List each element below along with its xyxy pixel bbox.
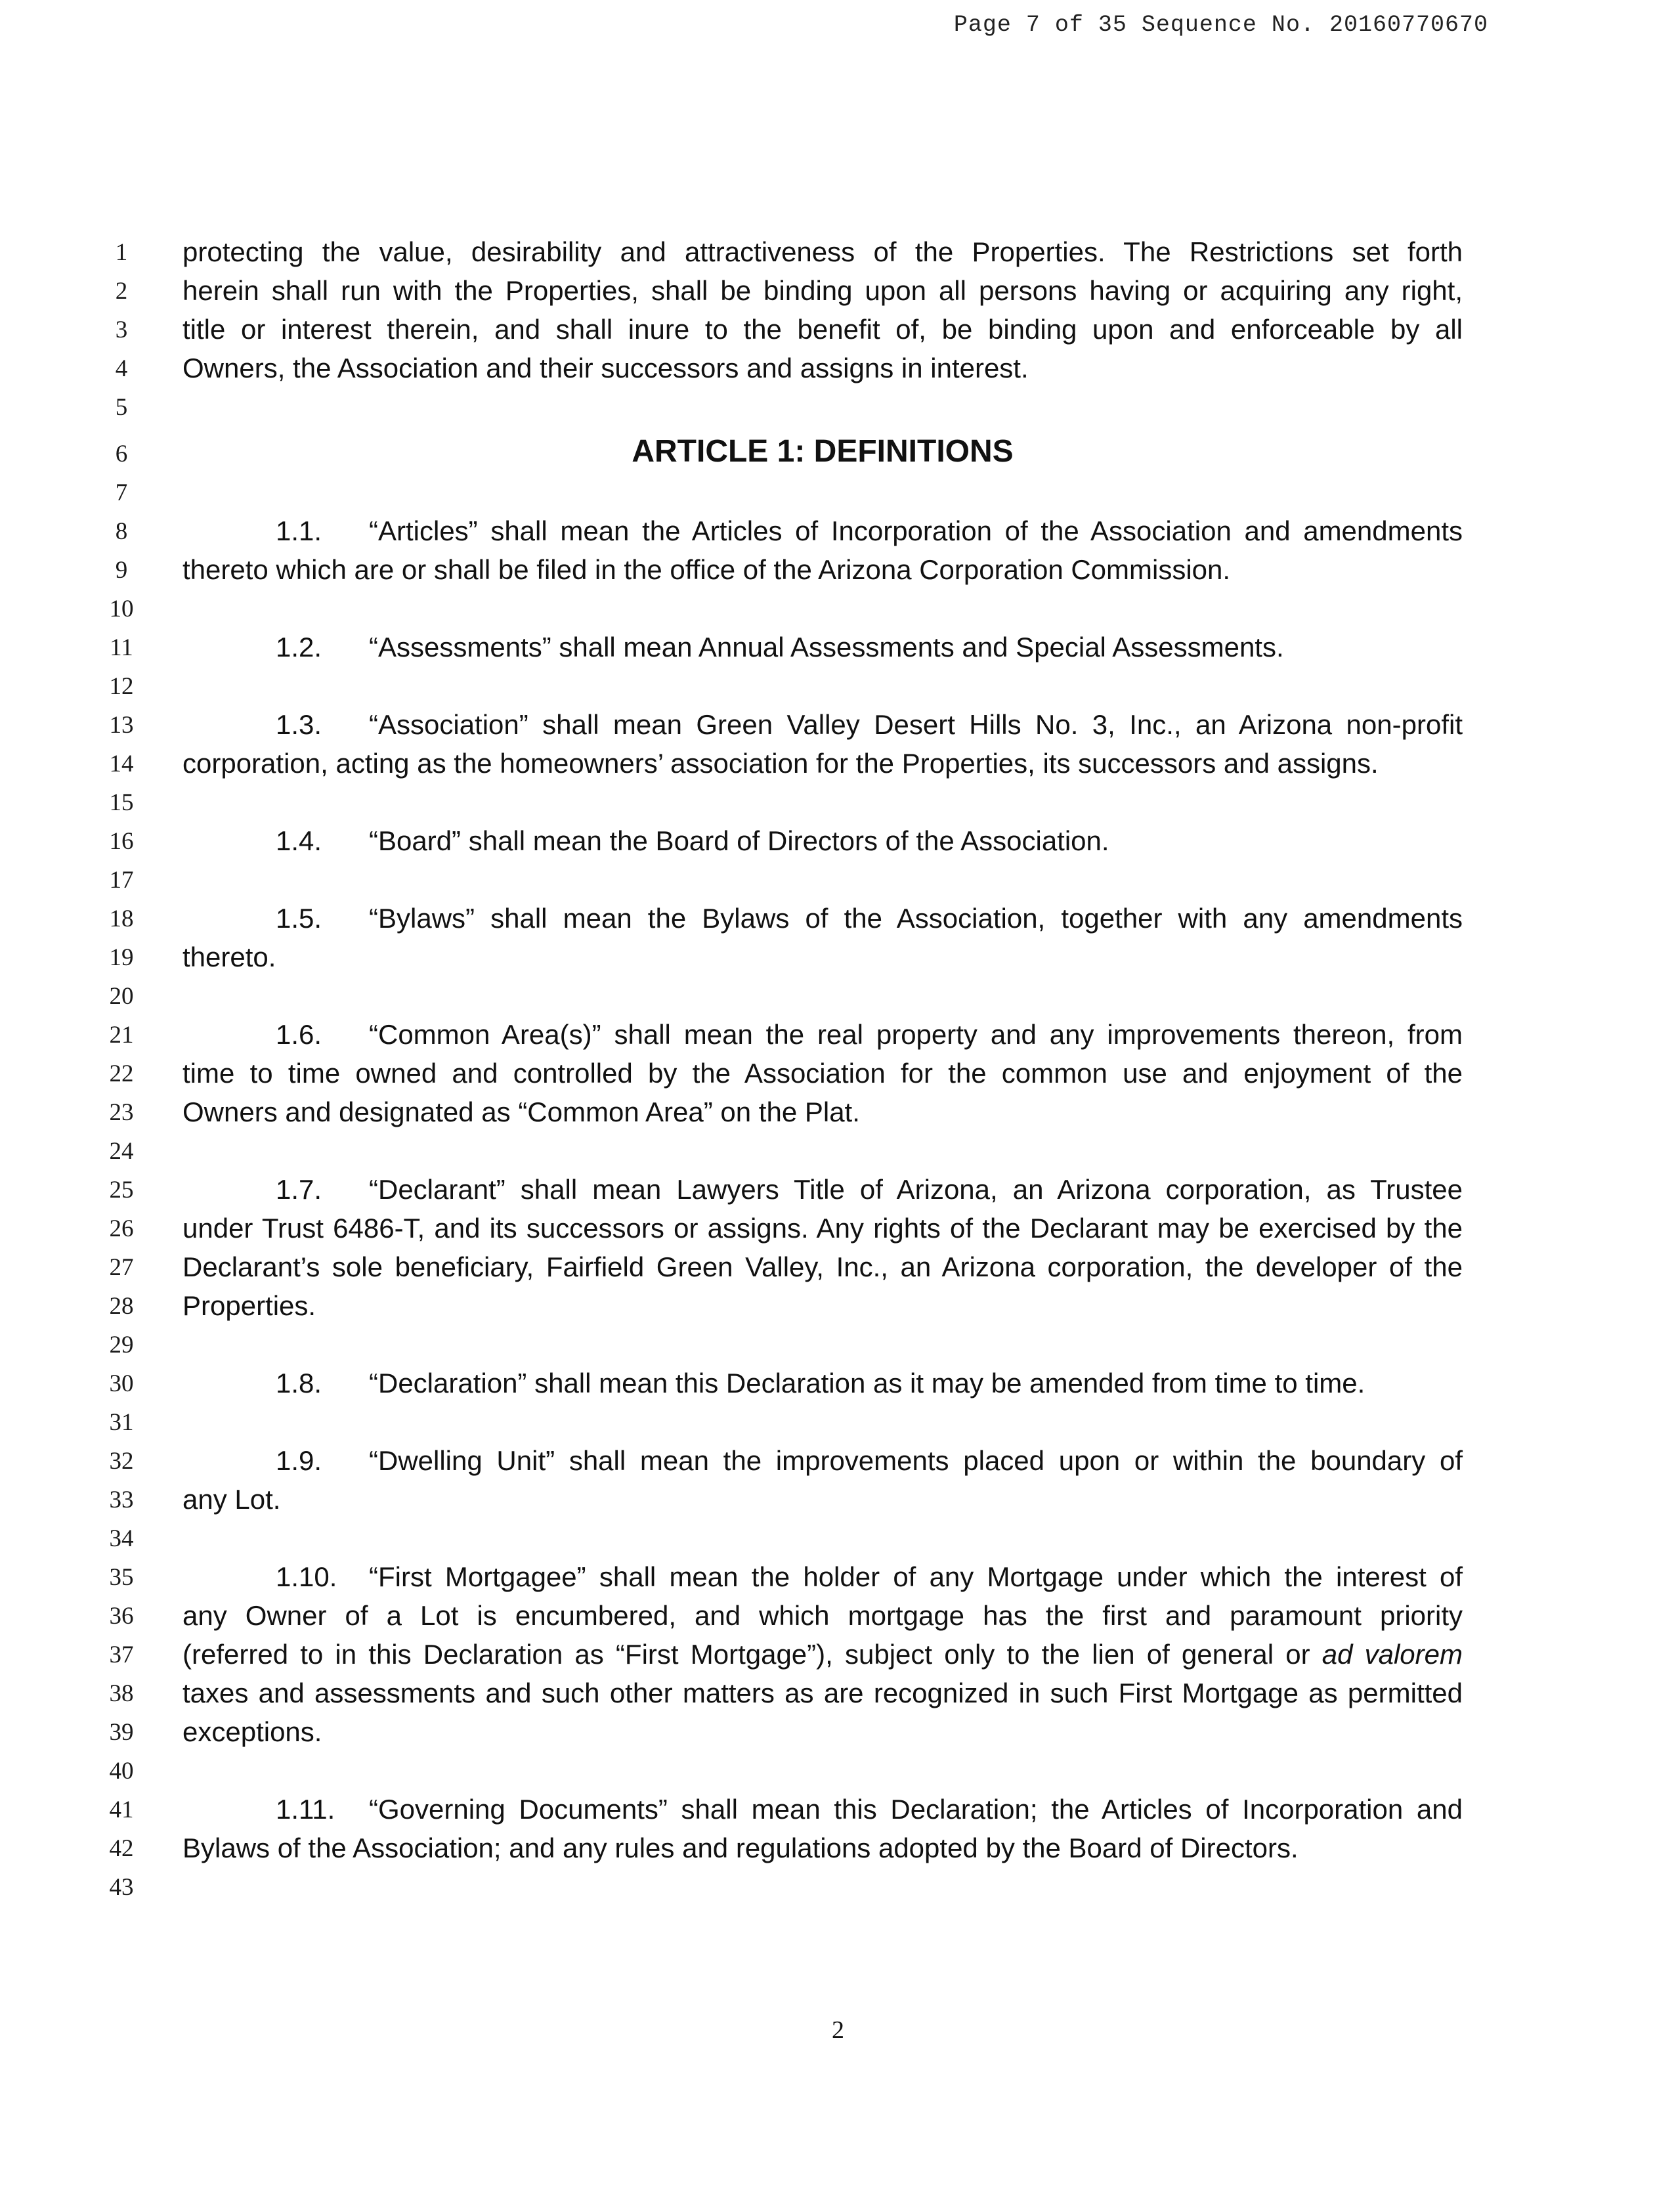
- line-number: 26: [109, 1215, 134, 1242]
- section-number: 1.2.: [276, 632, 322, 662]
- definition-first-line: [183, 1173, 1463, 1207]
- definition-first-line: [183, 1366, 1463, 1400]
- definition-first-line: [183, 514, 1463, 548]
- text-line: Owners, the Association and their successors and assigns in interest.: [183, 353, 1029, 383]
- section-number: 1.8.: [276, 1368, 322, 1399]
- definition-first-line: [183, 1560, 1463, 1594]
- definition-first-line: [183, 708, 1463, 742]
- article-title: ARTICLE 1: DEFINITIONS: [632, 434, 1014, 469]
- text-line: protecting the value, desirability and attractiveness of the Properties. The Restrictions set forth: [183, 236, 1463, 267]
- text-line: any Lot.: [183, 1484, 281, 1515]
- text-line: thereto which are or shall be filed in the office of the Arizona Corporation Commission.: [183, 554, 1231, 585]
- section-number: 1.1.: [276, 515, 322, 546]
- definition-first-line: [183, 901, 1463, 936]
- definition-first-line: [183, 1018, 1463, 1052]
- line-number: 5: [115, 394, 128, 421]
- text-line: herein shall run with the Properties, shall be binding upon all persons having or acquiring any right,: [183, 275, 1463, 306]
- line-number: 18: [109, 905, 134, 932]
- line-number: 16: [109, 828, 134, 855]
- line-number: 30: [109, 1370, 134, 1397]
- definition-text: “First Mortgagee” shall mean the holder of any Mortgage under which the interest of: [369, 1561, 1463, 1592]
- definition-text: “Governing Documents” shall mean this Declaration; the Articles of Incorporation and: [369, 1794, 1463, 1825]
- definition-first-line: [183, 1444, 1463, 1478]
- definition-text: “Declaration” shall mean this Declaration as it may be amended from time to time.: [369, 1368, 1365, 1399]
- text-line: corporation, acting as the homeowners’ association for the Properties, its successors and assigns.: [183, 748, 1379, 779]
- line-number: 8: [115, 518, 128, 545]
- definition-text: “Common Area(s)” shall mean the real property and any improvements thereon, from: [369, 1019, 1463, 1050]
- line-number: 14: [109, 750, 134, 777]
- definition-text: “Bylaws” shall mean the Bylaws of the Association, together with any amendments: [369, 903, 1463, 934]
- text-line: Properties.: [183, 1290, 316, 1321]
- text-line: title or interest therein, and shall inure to the benefit of, be binding upon and enforceable by all: [183, 314, 1463, 345]
- line-number: 3: [115, 316, 128, 343]
- text-line: thereto.: [183, 942, 276, 972]
- line-number: 31: [109, 1409, 134, 1436]
- line-number: 17: [109, 867, 134, 894]
- line-number: 35: [109, 1564, 134, 1591]
- line-number: 43: [109, 1874, 134, 1901]
- definition-text: “Association” shall mean Green Valley Desert Hills No. 3, Inc., an Arizona non-profit: [369, 709, 1463, 740]
- line-number: 9: [115, 557, 128, 584]
- line-number: 6: [115, 441, 128, 467]
- text-line: exceptions.: [183, 1716, 322, 1747]
- definition-text: “Assessments” shall mean Annual Assessments and Special Assessments.: [369, 632, 1284, 662]
- line-number: 24: [109, 1138, 134, 1165]
- definition-text: “Board” shall mean the Board of Directors of the Association.: [369, 825, 1109, 856]
- line-number: 38: [109, 1680, 134, 1707]
- definition-text: “Dwelling Unit” shall mean the improvements placed upon or within the boundary of: [369, 1445, 1463, 1476]
- definition-text: “Articles” shall mean the Articles of Incorporation of the Association and amendments: [369, 515, 1463, 546]
- text-line: Owners and designated as “Common Area” on the Plat.: [183, 1096, 860, 1127]
- text-line: Bylaws of the Association; and any rules and regulations adopted by the Board of Directors.: [183, 1832, 1299, 1863]
- line-number: 33: [109, 1486, 134, 1513]
- section-number: 1.11.: [276, 1794, 335, 1825]
- line-number: 19: [109, 944, 134, 971]
- text-segment: (referred to in this Declaration as “First Mortgage”), subject only to the lien of general or: [183, 1639, 1322, 1670]
- line-number: 41: [109, 1796, 134, 1823]
- line-number: 39: [109, 1719, 134, 1746]
- line-number: 40: [109, 1758, 134, 1785]
- line-number: 22: [109, 1060, 134, 1087]
- section-number: 1.5.: [276, 903, 322, 934]
- line-number: 20: [109, 983, 134, 1010]
- text-line: any Owner of a Lot is encumbered, and which mortgage has the first and paramount priority: [183, 1600, 1463, 1631]
- page-number: 2: [832, 2016, 844, 2044]
- line-number: 13: [109, 712, 134, 739]
- definition-first-line: [183, 824, 1463, 858]
- definition-first-line: [183, 1792, 1463, 1827]
- line-number: 4: [115, 355, 128, 382]
- line-number: 11: [110, 634, 133, 661]
- line-number: 27: [109, 1254, 134, 1281]
- section-number: 1.4.: [276, 825, 322, 856]
- section-number: 1.9.: [276, 1445, 322, 1476]
- line-number: 36: [109, 1603, 134, 1630]
- line-number: 37: [109, 1641, 134, 1668]
- line-number: 25: [109, 1177, 134, 1204]
- text-line: [183, 1637, 1463, 1672]
- line-number: 42: [109, 1835, 134, 1862]
- line-number: 1: [115, 239, 128, 266]
- text-line: taxes and assessments and such other matters as are recognized in such First Mortgage as permitted: [183, 1678, 1463, 1708]
- text-line: Declarant’s sole beneficiary, Fairfield Green Valley, Inc., an Arizona corporation, the developer of the: [183, 1251, 1463, 1282]
- line-number: 28: [109, 1293, 134, 1320]
- line-number: 2: [115, 278, 128, 305]
- line-number: 32: [109, 1448, 134, 1475]
- line-number: 10: [109, 596, 134, 622]
- line-number: 34: [109, 1525, 134, 1552]
- text-line: under Trust 6486-T, and its successors or assigns. Any rights of the Declarant may be exercised by the: [183, 1213, 1463, 1244]
- line-number: 29: [109, 1332, 134, 1358]
- definition-text: “Declarant” shall mean Lawyers Title of Arizona, an Arizona corporation, as Trustee: [369, 1174, 1463, 1205]
- page-header: Page 7 of 35 Sequence No. 20160770670: [953, 12, 1488, 38]
- italic-term: ad valorem: [1321, 1639, 1463, 1670]
- section-number: 1.6.: [276, 1019, 322, 1050]
- line-number: 7: [115, 479, 128, 506]
- section-number: 1.10.: [276, 1561, 337, 1592]
- section-number: 1.3.: [276, 709, 322, 740]
- line-number: 23: [109, 1099, 134, 1126]
- definition-first-line: [183, 630, 1463, 664]
- text-line: time to time owned and controlled by the Association for the common use and enjoyment of the: [183, 1058, 1463, 1089]
- line-number: 12: [109, 673, 134, 700]
- line-number: 15: [109, 789, 134, 816]
- section-number: 1.7.: [276, 1174, 322, 1205]
- line-number: 21: [109, 1022, 134, 1049]
